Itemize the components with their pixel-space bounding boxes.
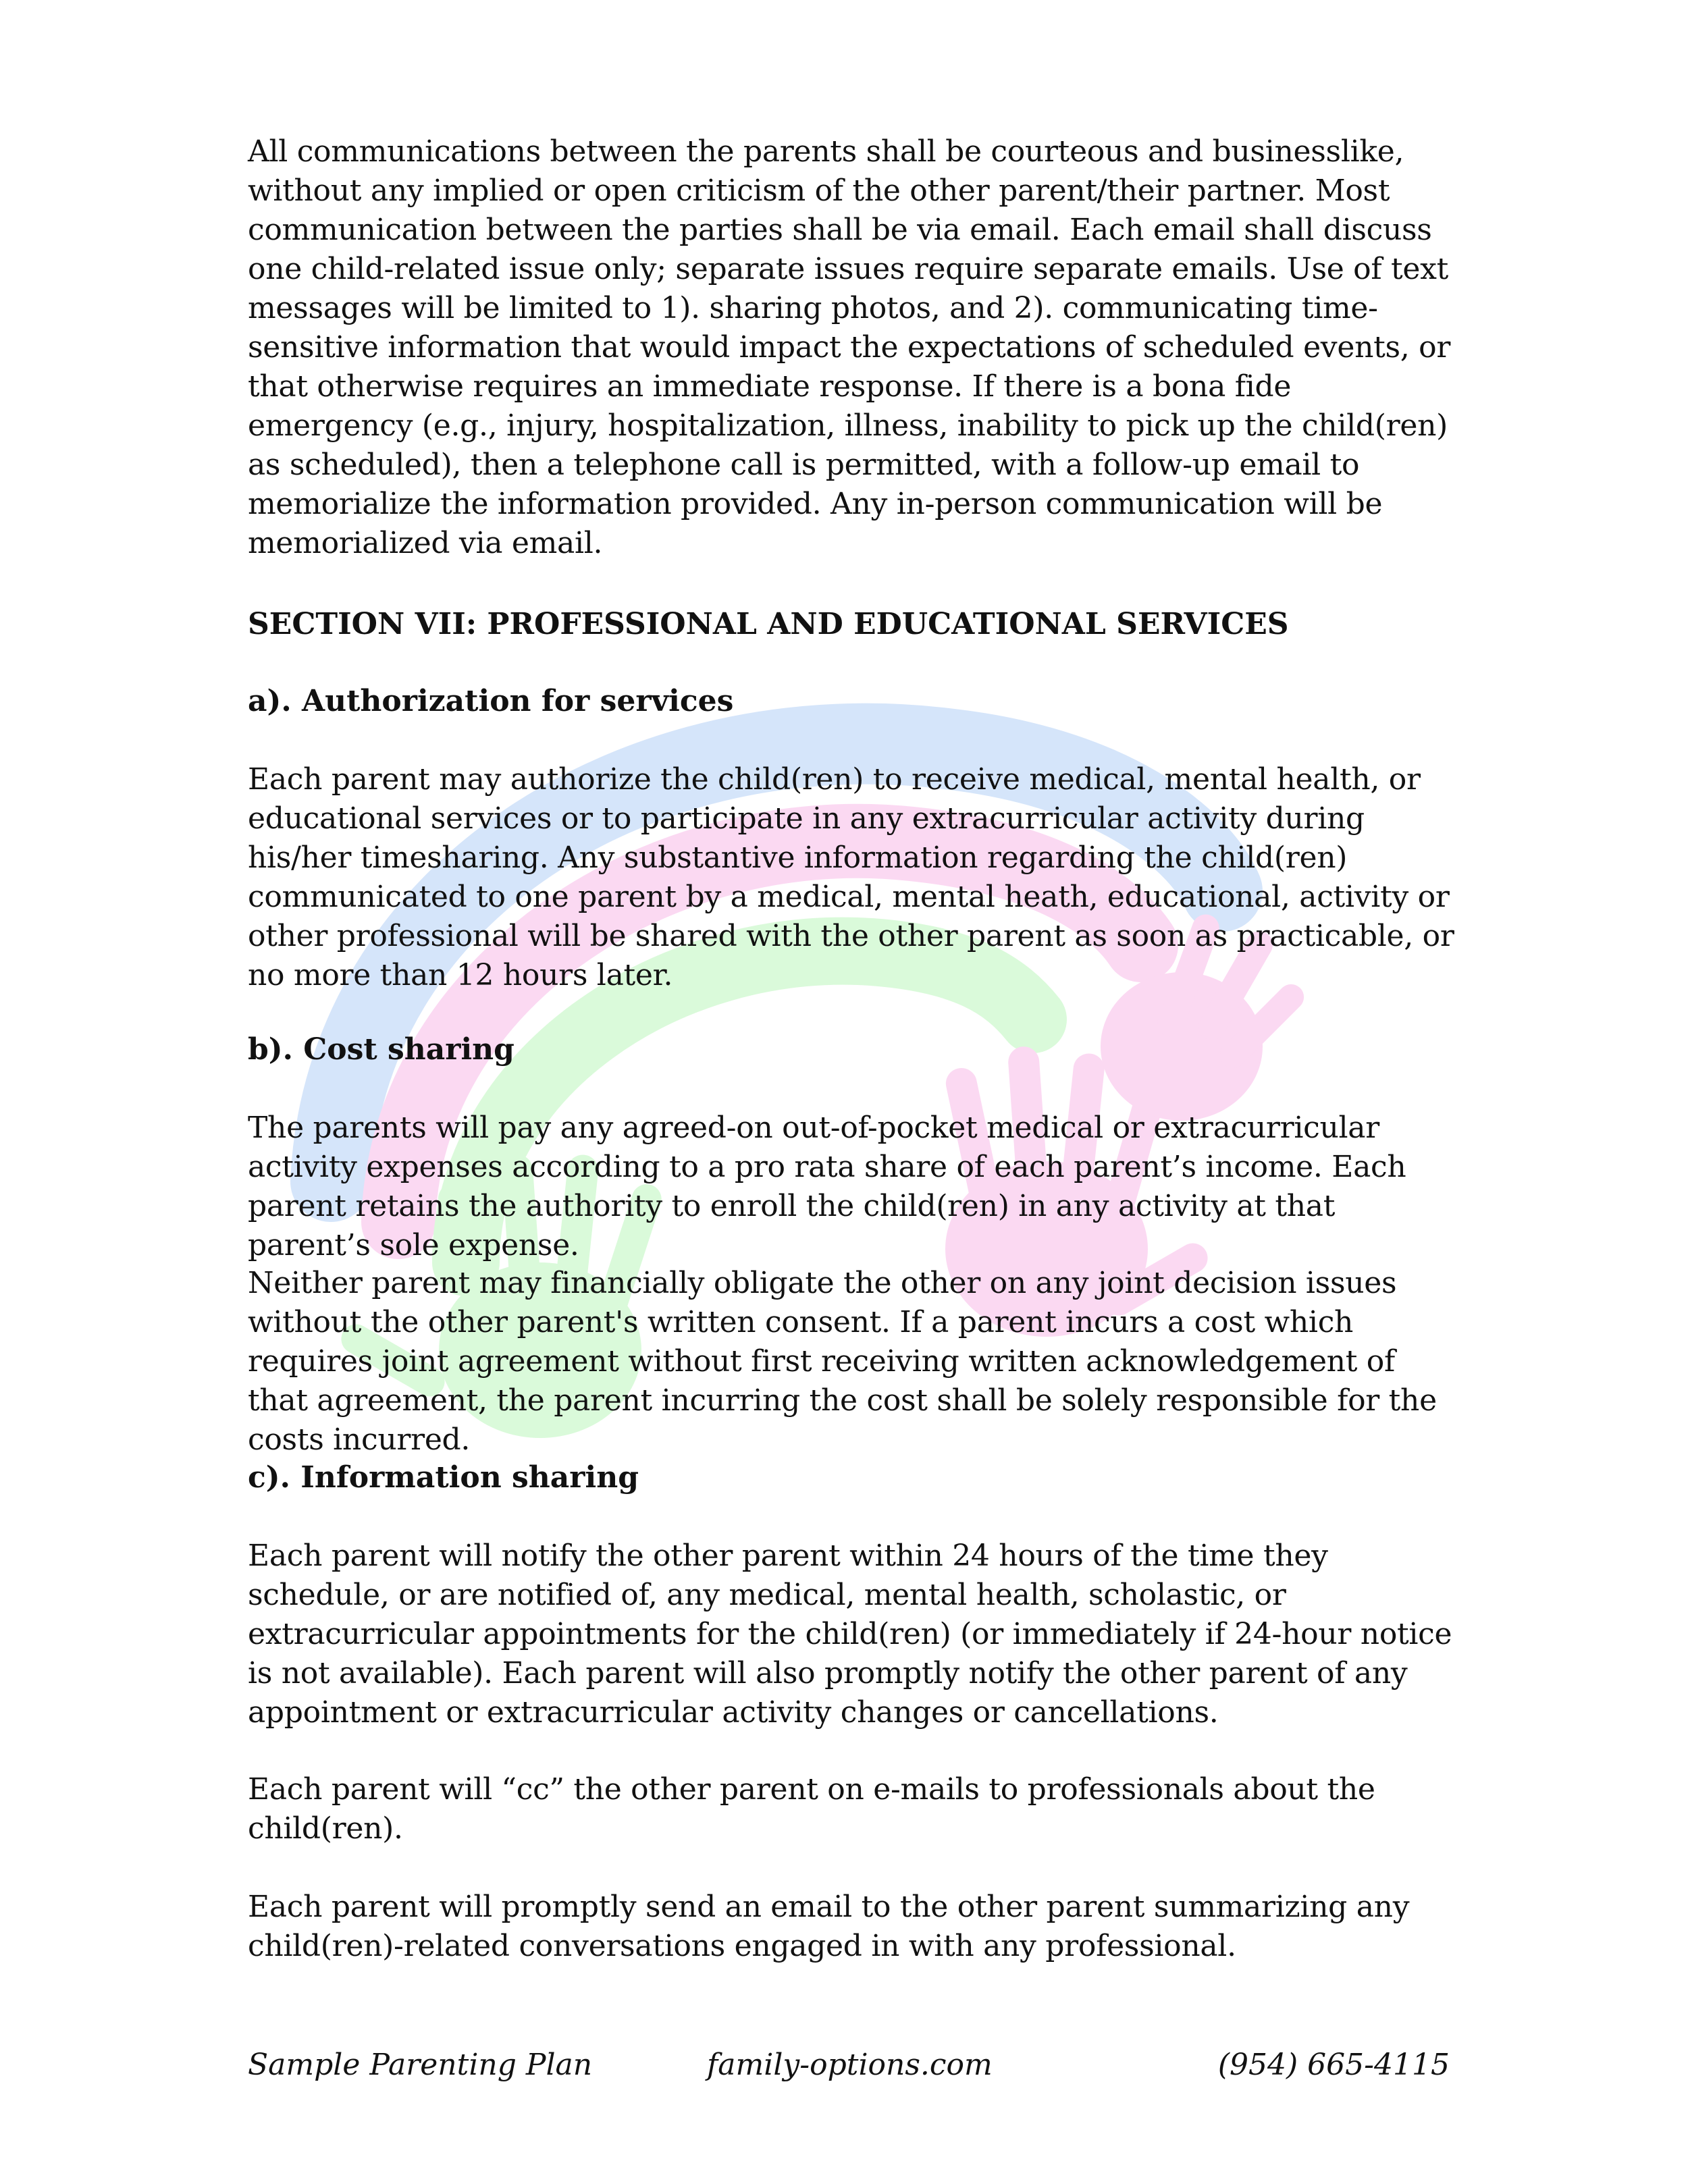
paragraph-information-sharing-3: Each parent will promptly send an email to the other parent summarizing any child(ren)-related conversations engaged in with any professional. <box>248 1890 1410 1963</box>
paragraph-authorization: Each parent may authorize the child(ren) to receive medical, mental health, or educational services or to participate in any extracurricular activity during his/her timesharing. Any substantive information regarding the child(ren) communicated to one parent by a medical, mental heath, educational, activity or other professional will be shared with the other parent as soon as practicable, or no more than 12 hours later. <box>248 762 1454 992</box>
footer-title: Sample Parenting Plan <box>248 2048 593 2082</box>
footer-phone: (954) 665-4115 <box>1217 2048 1450 2082</box>
page-footer <box>248 2046 1450 2086</box>
paragraph-information-sharing-2: Each parent will “cc” the other parent on e-mails to professionals about the child(ren). <box>248 1772 1375 1846</box>
intro-paragraph: All communications between the parents shall be courteous and businesslike, without any implied or open criticism of the other parent/their partner. Most communication between the parties shall be via email. Each email shall discuss one child-related issue only; separate issues require separate emails. Use of text messages will be limited to 1). sharing photos, and 2). communicating time-sensitive information that would impact the expectations of scheduled events, or that otherwise requires an immediate response. If there is a bona fide emergency (e.g., injury, hospitalization, illness, inability to pick up the child(ren) as scheduled), then a telephone call is permitted, with a follow-up email to memorialize the information provided. Any in-person communication will be memorialized via email. <box>248 134 1451 560</box>
heading-cost-sharing: b). Cost sharing <box>248 1032 515 1067</box>
paragraph-information-sharing-1: Each parent will notify the other parent within 24 hours of the time they schedule, or are notified of, any medical, mental health, scholastic, or extracurricular appointments for the child(ren) (or immediately if 24-hour notice is not available). Each parent will also promptly notify the other parent of any appointment or extracurricular activity changes or cancellations. <box>248 1539 1452 1730</box>
paragraph-cost-sharing-1: The parents will pay any agreed-on out-of-pocket medical or extracurricular activity expenses according to a pro rata share of each parent’s income. Each parent retains the authority to enroll the child(ren) in any activity at that parent’s sole expense. <box>248 1111 1406 1262</box>
heading-authorization: a). Authorization for services <box>248 684 734 718</box>
paragraph-cost-sharing-2: Neither parent may financially obligate the other on any joint decision issues without the other parent's written consent. If a parent incurs a cost which requires joint agreement without first receiving written acknowledgement of that agreement, the parent incurring the cost shall be solely responsible for the costs incurred. <box>248 1266 1437 1457</box>
footer-website: family-options.com <box>707 2048 993 2082</box>
section-title: SECTION VII: PROFESSIONAL AND EDUCATIONAL SERVICES <box>248 607 1289 641</box>
heading-information-sharing: c). Information sharing <box>248 1460 639 1495</box>
